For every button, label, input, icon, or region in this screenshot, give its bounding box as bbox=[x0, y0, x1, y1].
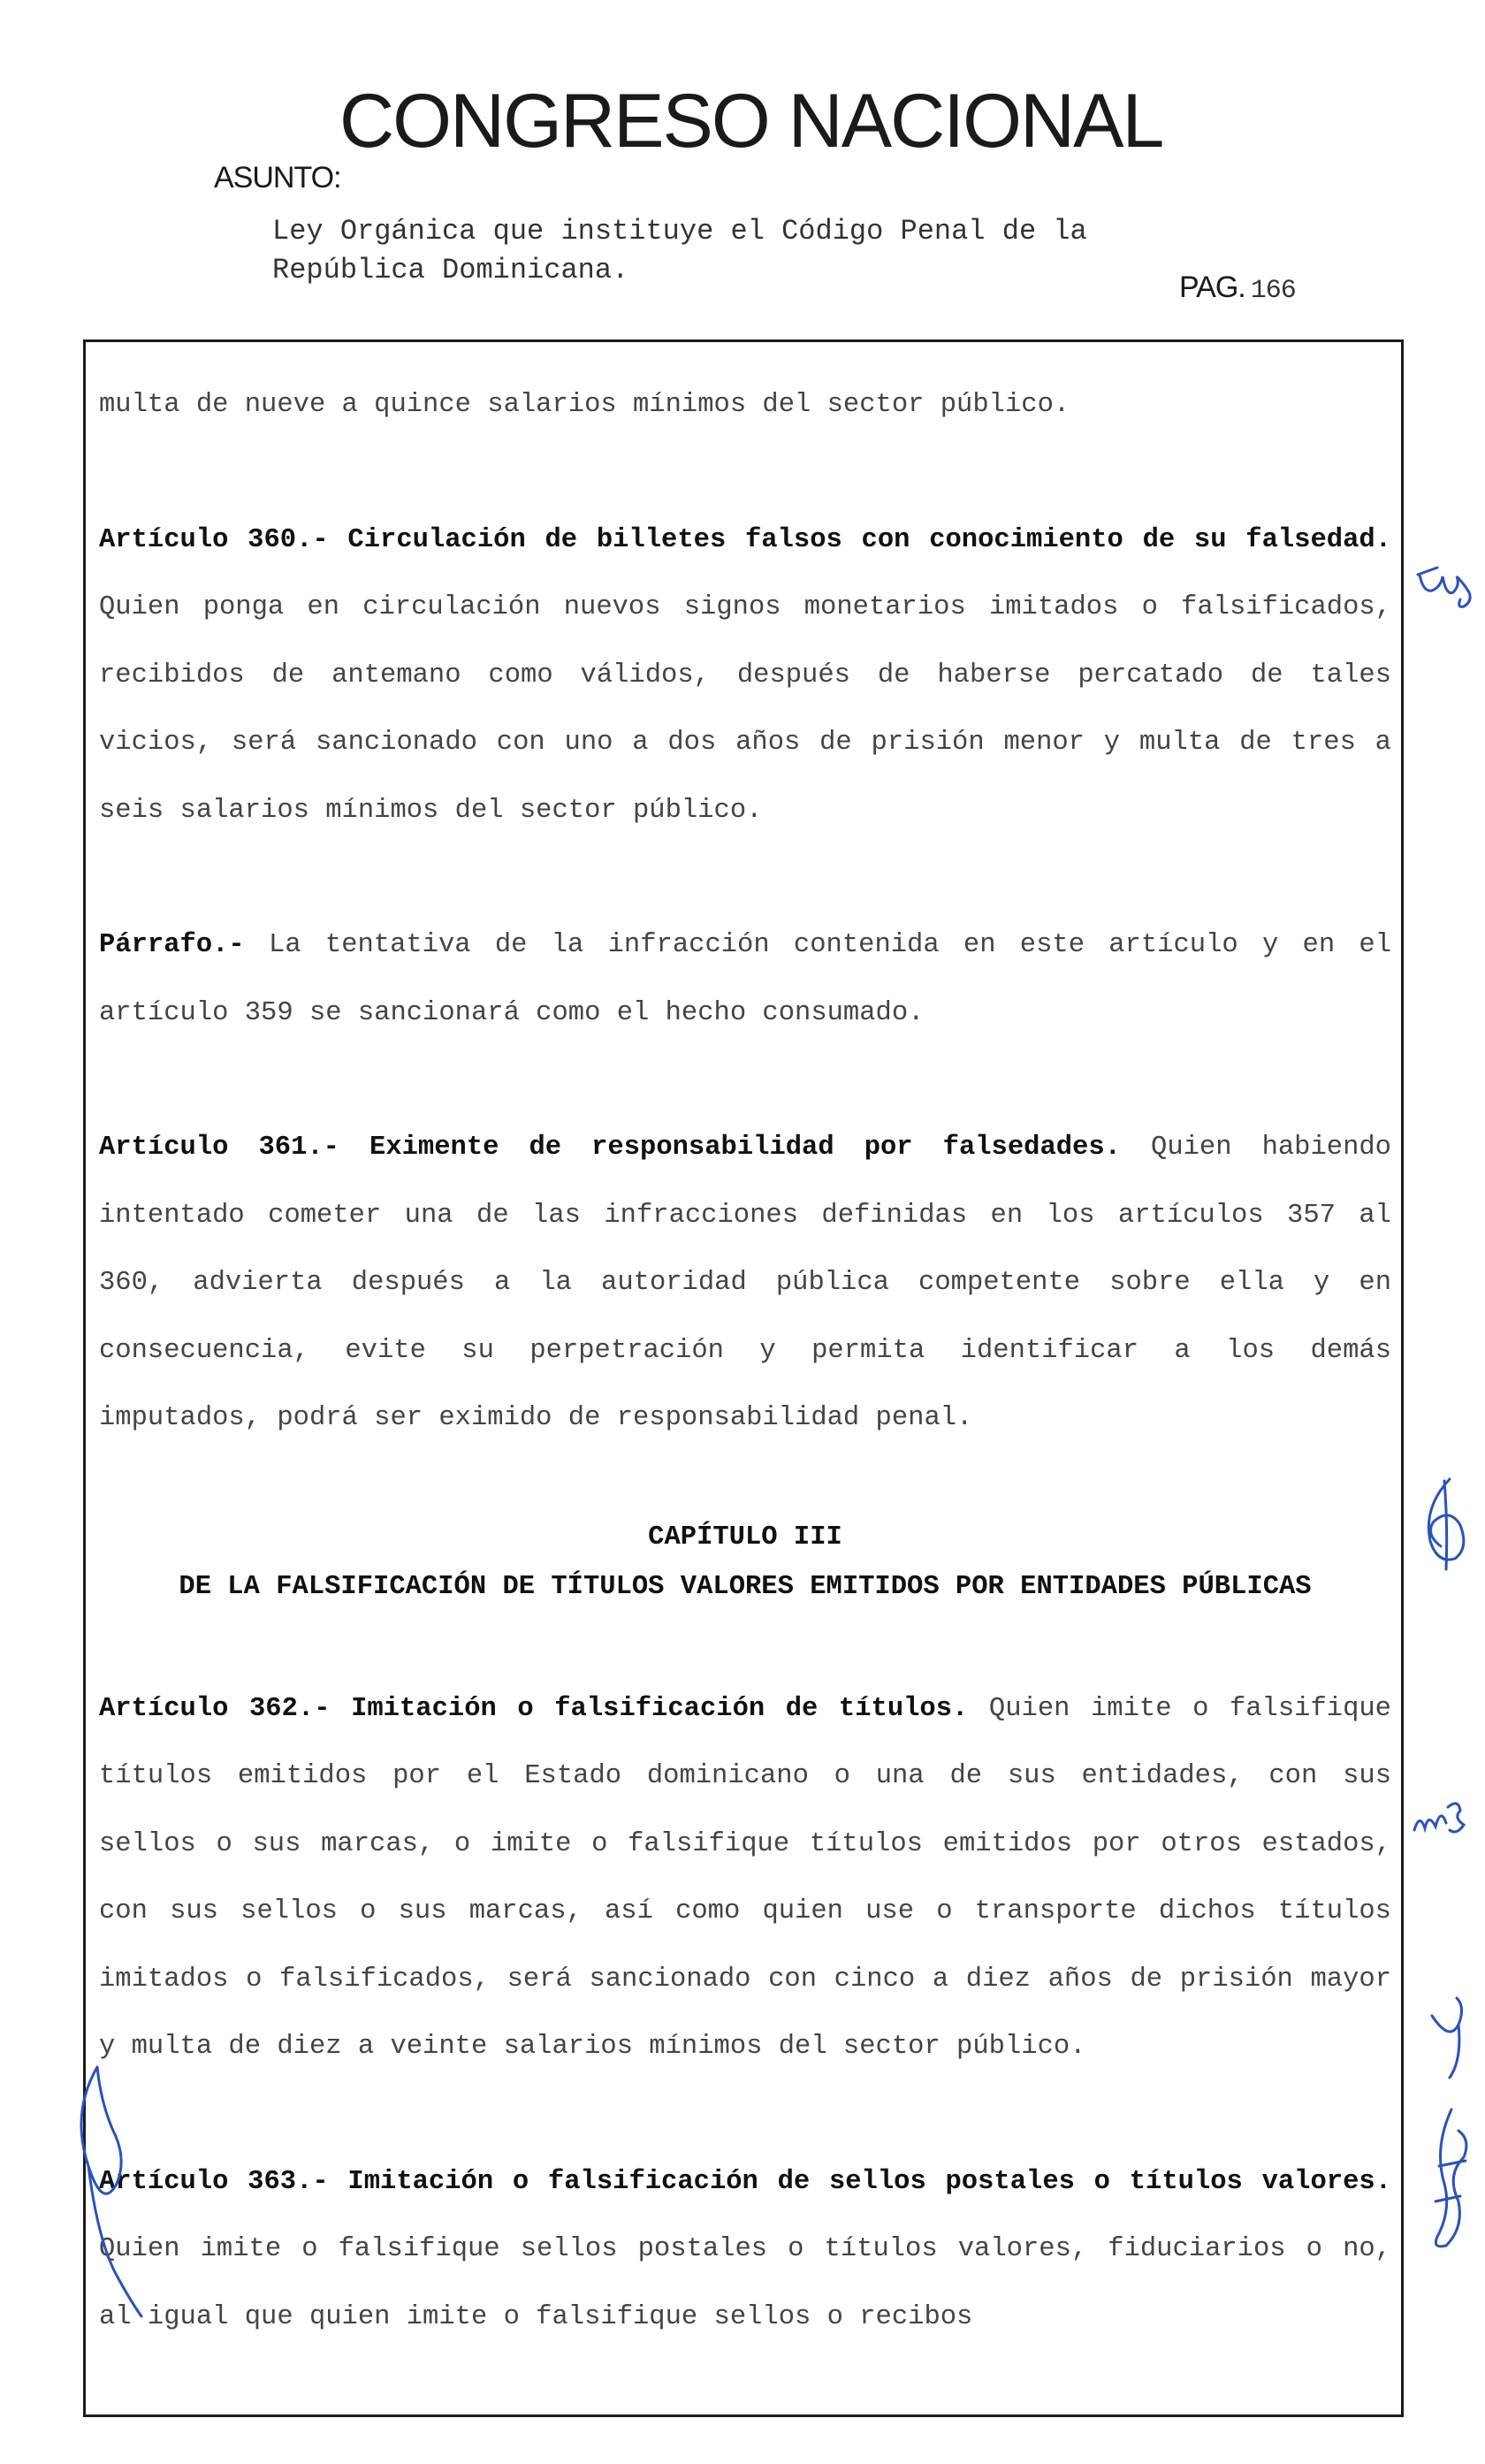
subject-text: Ley Orgánica que instituye el Código Penal de la República Dominicana. bbox=[272, 215, 1087, 286]
paragraph-note-text: La tentativa de la infracción contenida en este artículo y en el artículo 359 se sancionará como el hecho consumado. bbox=[99, 930, 1392, 1028]
document-body bbox=[99, 371, 1391, 2418]
article-362 bbox=[99, 1675, 1391, 2081]
article-362-title: Artículo 362.- Imitación o falsificación de títulos. bbox=[99, 1693, 969, 1724]
signature-chapter-margin bbox=[1414, 1472, 1476, 1578]
article-360-title: Artículo 360.- Circulación de billetes falsos con conocimiento de su falsedad. bbox=[99, 524, 1391, 555]
page-label: PAG. bbox=[1179, 271, 1245, 304]
article-361 bbox=[99, 1114, 1391, 1453]
article-363-text: Quien imite o falsifique sellos postales o títulos valores, fiduciarios o no, al igual que quien imite o falsifique sellos o recibos bbox=[99, 2234, 1391, 2332]
asunto-label: ASUNTO: bbox=[214, 161, 341, 195]
paragraph-note bbox=[99, 912, 1391, 1047]
signature-lower-right-2 bbox=[1420, 2104, 1476, 2254]
article-361-title: Artículo 361.- Eximente de responsabilidad por falsedades. bbox=[99, 1133, 1121, 1163]
chapter-title: DE LA FALSIFICACIÓN DE TÍTULOS VALORES EMITIDOS POR ENTIDADES PÚBLICAS bbox=[179, 1571, 1312, 1602]
article-363-title: Artículo 363.- Imitación o falsificación de sellos postales o títulos valores. bbox=[99, 2166, 1391, 2197]
signature-article-362-margin bbox=[1409, 1786, 1471, 1848]
chapter-number: CAPÍTULO III bbox=[648, 1522, 842, 1552]
signature-top-right bbox=[1411, 557, 1481, 619]
article-360-text: Quien ponga en circulación nuevos signos monetarios imitados o falsificados, recibidos de antemano como válidos, después de haberse percatado de tales vicios, será sancionado con uno a dos años de prisión menor y multa de tres a seis salarios mínimos del sector público. bbox=[99, 592, 1391, 826]
paragraph-note-title: Párrafo.- bbox=[99, 930, 245, 960]
intro-text: multa de nueve a quince salarios mínimos del sector público. bbox=[99, 390, 1070, 420]
signature-left-margin bbox=[62, 2060, 159, 2325]
article-362-text: Quien imite o falsifique títulos emitidos por el Estado dominicano o una de sus entidades, con sus sellos o sus marcas, o imite o falsifique títulos emitidos por otros estados, con sus sellos o sus marcas, así como quien use o transporte dichos títulos imitados o falsificados, será sancionado con cinco a diez años de prisión mayor y multa de diez a veinte salarios mínimos del sector público. bbox=[99, 1693, 1391, 2062]
congress-title: CONGRESO NACIONAL bbox=[339, 79, 1163, 164]
article-360 bbox=[99, 507, 1391, 845]
article-363 bbox=[99, 2148, 1391, 2352]
page-indicator bbox=[1179, 271, 1296, 306]
chapter-heading bbox=[99, 1513, 1391, 1612]
page-number: 166 bbox=[1250, 276, 1296, 306]
signature-lower-right-1 bbox=[1423, 1989, 1476, 2086]
intro-paragraph bbox=[99, 371, 1391, 439]
article-361-text: Quien habiendo intentado cometer una de las infracciones definidas en los artículos 357 al 360, advierta después a la autoridad pública competente sobre ella y en consecuencia, evite su perpetración y permita identificar a los demás imputados, podrá ser eximido de responsabilidad penal. bbox=[99, 1133, 1391, 1433]
